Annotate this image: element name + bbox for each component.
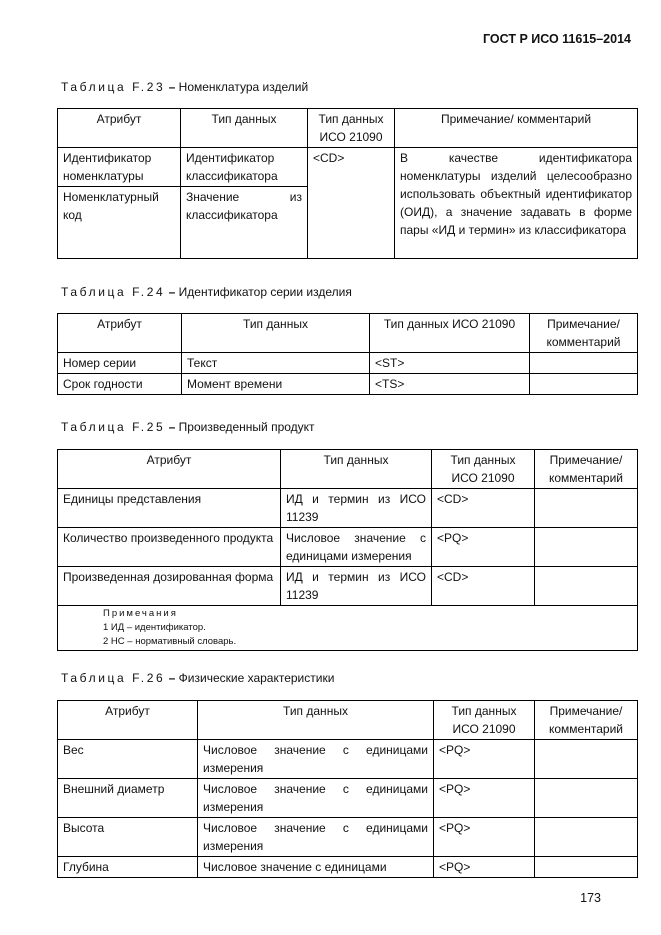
table-row [58, 353, 638, 374]
header-iso-type: Тип данных ИСО 21090 [434, 701, 535, 740]
cell-attribute: Количество произведенного продукта [58, 528, 281, 567]
table-header-row [58, 450, 638, 489]
cell-note [535, 489, 638, 528]
cell-attribute: Номенклатурный код [58, 187, 181, 259]
cell-iso-type: <PQ> [434, 818, 535, 857]
cell-note [535, 567, 638, 606]
table-f24-caption [61, 285, 352, 299]
document-id: ГОСТ Р ИСО 11615–2014 [482, 32, 631, 46]
table-row [58, 779, 638, 818]
caption-dash: – [168, 671, 176, 685]
table-f26-caption [61, 671, 334, 685]
cell-data-type: ИД и термин из ИСО 11239 [281, 567, 432, 606]
table-header-row [58, 701, 638, 740]
table-row [58, 374, 638, 395]
table-row [58, 489, 638, 528]
cell-iso-type: <CD> [308, 148, 395, 259]
header-data-type: Тип данных [182, 314, 370, 353]
cell-data-type: Числовое значение с единицами [198, 857, 434, 878]
cell-attribute: Высота [58, 818, 198, 857]
table-notes [58, 606, 638, 651]
cell-data-type: Числовое значение с единицами измерения [281, 528, 432, 567]
caption-title: Произведенный продукт [178, 420, 315, 434]
header-attribute: Атрибут [58, 450, 281, 489]
caption-title: Номенклатура изделий [178, 80, 309, 94]
caption-dash: – [168, 285, 176, 299]
table-row [58, 567, 638, 606]
table-row [58, 857, 638, 878]
header-iso-type: Тип данных ИСО 21090 [308, 109, 395, 148]
header-attribute: Атрибут [58, 314, 182, 353]
note-item: 1 ИД – идентификатор. [103, 622, 206, 633]
cell-iso-type: <CD> [432, 489, 535, 528]
header-attribute: Атрибут [58, 109, 181, 148]
cell-note [535, 740, 638, 779]
cell-note [535, 528, 638, 567]
table-row [58, 740, 638, 779]
cell-attribute: Единицы представления [58, 489, 281, 528]
caption-prefix: Таблица F.23 [61, 80, 166, 94]
table-header-row [58, 314, 638, 353]
cell-data-type: Числовое значение с единицами измерения [198, 818, 434, 857]
header-iso-type: Тип данных ИСО 21090 [432, 450, 535, 489]
note-item: 2 НС – нормативный словарь. [103, 636, 237, 647]
header-note: Примечание/ комментарий [530, 314, 638, 353]
cell-attribute: Глубина [58, 857, 198, 878]
cell-data-type: ИД и термин из ИСО 11239 [281, 489, 432, 528]
cell-note [535, 779, 638, 818]
table-row [58, 148, 638, 187]
caption-title: Физические характеристики [178, 671, 335, 685]
cell-iso-type: <PQ> [434, 740, 535, 779]
table-f23 [57, 108, 638, 259]
header-note: Примечание/ комментарий [535, 450, 638, 489]
cell-attribute: Произведенная дозированная форма [58, 567, 281, 606]
table-row [58, 818, 638, 857]
header-data-type: Тип данных [281, 450, 432, 489]
table-f25-caption [61, 420, 315, 434]
caption-prefix: Таблица F.25 [61, 420, 166, 434]
cell-attribute: Внешний диаметр [58, 779, 198, 818]
table-f25 [57, 449, 638, 651]
cell-data-type: Момент времени [182, 374, 370, 395]
cell-attribute: Вес [58, 740, 198, 779]
cell-note [535, 857, 638, 878]
cell-iso-type: <TS> [370, 374, 530, 395]
cell-attribute: Срок годности [58, 374, 182, 395]
header-note: Примечание/ комментарий [535, 701, 638, 740]
table-row [58, 528, 638, 567]
cell-attribute: Номер серии [58, 353, 182, 374]
caption-dash: – [168, 420, 176, 434]
notes-title: Примечания [103, 608, 178, 619]
cell-data-type: Числовое значение с единицами измерения [198, 779, 434, 818]
cell-attribute: Идентификатор номенклатуры [58, 148, 181, 187]
cell-iso-type: <PQ> [434, 779, 535, 818]
table-f24 [57, 313, 638, 395]
page-number: 173 [580, 891, 601, 905]
header-attribute: Атрибут [58, 701, 198, 740]
table-f26 [57, 700, 638, 878]
cell-data-type: Текст [182, 353, 370, 374]
caption-title: Идентификатор серии изделия [178, 285, 352, 299]
cell-data-type: Значение из классификатора [181, 187, 308, 259]
cell-note [530, 353, 638, 374]
cell-iso-type: <ST> [370, 353, 530, 374]
cell-iso-type: <CD> [432, 567, 535, 606]
caption-prefix: Таблица F.26 [61, 671, 166, 685]
cell-note: В качестве идентификатора номенклатуры изделий целесообразно использовать объектный идентификатор (ОИД), а значение задавать в форме пары «ИД и термин» из классификатора [395, 148, 638, 259]
table-f23-caption [61, 80, 308, 94]
header-iso-type: Тип данных ИСО 21090 [370, 314, 530, 353]
header-data-type: Тип данных [181, 109, 308, 148]
caption-prefix: Таблица F.24 [61, 285, 166, 299]
cell-data-type: Идентификатор классификатора [181, 148, 308, 187]
header-data-type: Тип данных [198, 701, 434, 740]
caption-dash: – [168, 80, 176, 94]
header-note: Примечание/ комментарий [395, 109, 638, 148]
cell-note [530, 374, 638, 395]
cell-note [535, 818, 638, 857]
cell-iso-type: <PQ> [432, 528, 535, 567]
cell-data-type: Числовое значение с единицами измерения [198, 740, 434, 779]
table-notes-row [58, 606, 638, 651]
table-header-row [58, 109, 638, 148]
cell-iso-type: <PQ> [434, 857, 535, 878]
